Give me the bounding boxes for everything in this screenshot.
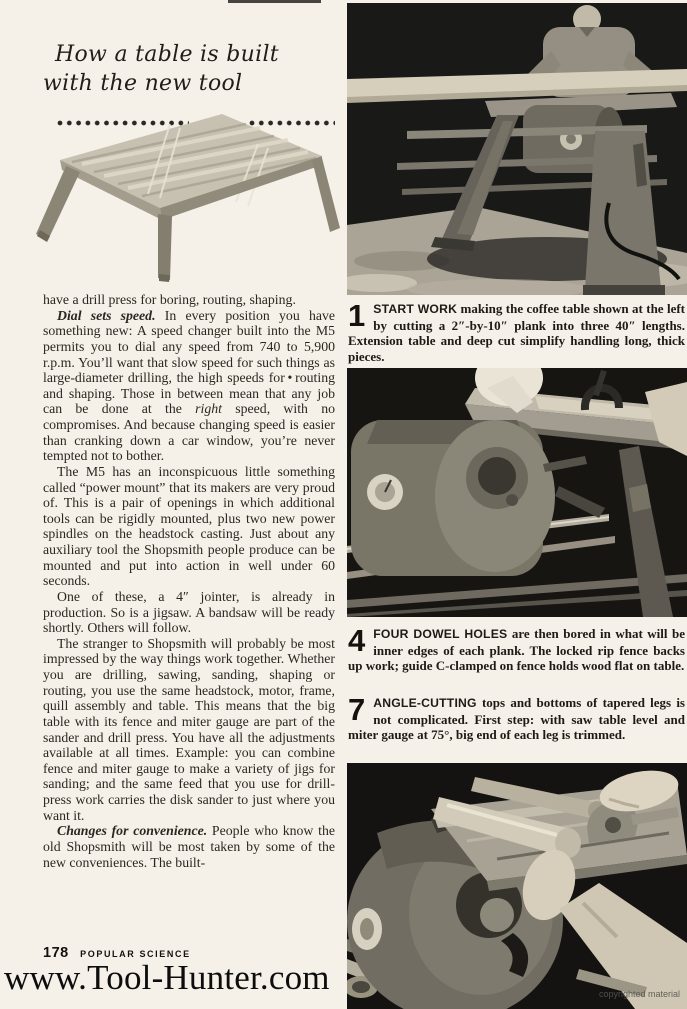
photo-dowel-holes-image xyxy=(347,368,687,617)
heading-line-1: How a table is built xyxy=(55,42,279,67)
photo-angle-cutting-image xyxy=(347,763,687,1009)
paragraph-text: The M5 has an inconspicuous little something called “power mount” that its makers are very proud of. This is a pair of openings in which additional tools can be rigidly mounted, plus two new power spindles on the headstock casting. Just about any auxiliary tool the Shopsmith people produce can be mounted and put into action in well under 60 seconds. xyxy=(43,463,335,589)
article-body xyxy=(43,292,335,870)
photo-copyright-watermark: copyrighted material xyxy=(599,989,681,999)
caption-text: making the coffee table shown at the left by cutting a 2″-by-10″ plank into three 40″ lengths. Extension table and deep cut simplify handling long, thick pieces. xyxy=(348,301,686,364)
paragraph xyxy=(43,292,335,308)
article-heading xyxy=(43,40,335,98)
page-number: 178 xyxy=(43,945,69,961)
photo-start-work-image xyxy=(347,3,687,295)
paragraph xyxy=(43,636,335,824)
emphasized-word: right xyxy=(195,401,222,417)
paragraph-lead: Dial sets speed. xyxy=(57,307,156,323)
caption-lead: FOUR DOWEL HOLES xyxy=(373,627,508,641)
paragraph-lead: Changes for convenience. xyxy=(57,823,208,839)
caption-number: 7 xyxy=(348,692,366,727)
photo-angle-cutting xyxy=(347,763,687,1009)
paragraph-text: People who know the old Shopsmith will be most taken by some of the new conveniences. The built- xyxy=(43,823,336,870)
paragraph xyxy=(43,464,335,589)
article-column xyxy=(43,40,335,970)
site-watermark: www.Tool-Hunter.com xyxy=(4,958,330,997)
caption-step-7 xyxy=(348,692,685,743)
coffee-table-illustration xyxy=(20,98,342,294)
print-registration-strip xyxy=(228,0,321,3)
photo-dowel-holes xyxy=(347,368,687,617)
photo-start-work xyxy=(347,3,687,295)
paragraph xyxy=(43,308,335,464)
caption-step-4 xyxy=(348,623,685,674)
caption-lead: START WORK xyxy=(373,302,458,316)
paragraph xyxy=(43,823,335,870)
paragraph-text: have a drill press for boring, routing, shaping. xyxy=(43,292,296,307)
caption-step-1 xyxy=(348,298,686,364)
paragraph-text: One of these, a 4″ jointer, is already in production. So is a jigsaw. A bandsaw will be ready shortly. Others will follow. xyxy=(43,588,335,636)
caption-text: are then bored in what will be inner edges of each plank. The locked rip fence backs up work; guide C-clamped on fence holds wood flat on table. xyxy=(348,626,685,674)
paragraph xyxy=(43,589,335,636)
paragraph-text: In every position you have something new: A speed changer built into the M5 permits you to dial any speed from 740 to 5,900 r.p.m. You’ll want that slow speed for such things as large-diameter drilling, the high speeds for • routing and shaping. Those in between mean that any job can be done at the xyxy=(43,307,335,417)
caption-number: 4 xyxy=(348,623,366,658)
paragraph-text: The stranger to Shopsmith will probably be most impressed by the way things work together. Whether you are drilling, sawing, sanding, shaping or routing, you use the same headstock, motor, frame, quill assembly and table. This means that the big table with its fence and miter gauge are part of the sander and drill press. You have all the adjustments available at all times. Example: you can combine fence and miter gauge to make a variety of jigs for sanding; and the same feed that you use for drill-press work carries the disk sander to just where you want it. xyxy=(43,635,335,823)
paragraph-text: speed, with no compromises. And because changing speed is easier than cranking down a car window, you’re never tempted not to bother. xyxy=(43,401,336,464)
caption-number: 1 xyxy=(348,298,366,333)
caption-lead: ANGLE-CUTTING xyxy=(373,696,477,710)
caption-text: tops and bottoms of tapered legs is not complicated. First step: with saw table level and miter gauge at 75°, big end of each leg is trimmed. xyxy=(348,695,685,743)
heading-line-2: with the new tool xyxy=(43,71,243,96)
magazine-name: POPULAR SCIENCE xyxy=(80,949,191,959)
